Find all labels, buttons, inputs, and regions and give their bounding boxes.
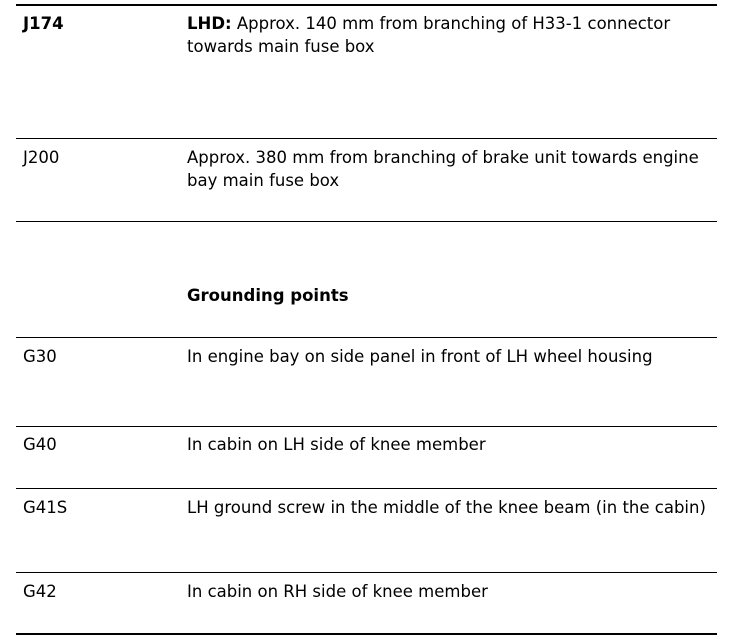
table-top-rule xyxy=(16,4,717,6)
lhd-label: LHD: xyxy=(187,14,232,33)
table-row-divider xyxy=(16,337,717,338)
table-row-description: Approx. 380 mm from branching of brake unit towards engine bay main fuse box xyxy=(187,148,699,190)
description-text: Approx. 140 mm from branching of H33-1 connector towards main fuse box xyxy=(187,14,671,56)
table-row-description: LH ground screw in the middle of the knee beam (in the cabin) xyxy=(187,498,706,517)
table-row-divider xyxy=(16,426,717,427)
table-row-code: G42 xyxy=(23,582,57,601)
table-row-code: G41S xyxy=(23,498,68,517)
table-row-code: J174 xyxy=(23,14,64,33)
section-heading: Grounding points xyxy=(187,286,349,305)
table-row-divider xyxy=(16,221,717,222)
table-row-description: In cabin on RH side of knee member xyxy=(187,582,488,601)
table-row-description xyxy=(187,12,717,58)
table-row-code: G30 xyxy=(23,347,57,366)
table-row-divider xyxy=(16,488,717,489)
table-row-divider xyxy=(16,572,717,573)
table-row-code: G40 xyxy=(23,435,57,454)
table-bottom-rule xyxy=(16,633,717,635)
table-row-divider xyxy=(16,138,717,139)
table-row-description: In cabin on LH side of knee member xyxy=(187,435,486,454)
table-row-code: J200 xyxy=(23,148,60,167)
table-row-description: In engine bay on side panel in front of LH wheel housing xyxy=(187,347,653,366)
